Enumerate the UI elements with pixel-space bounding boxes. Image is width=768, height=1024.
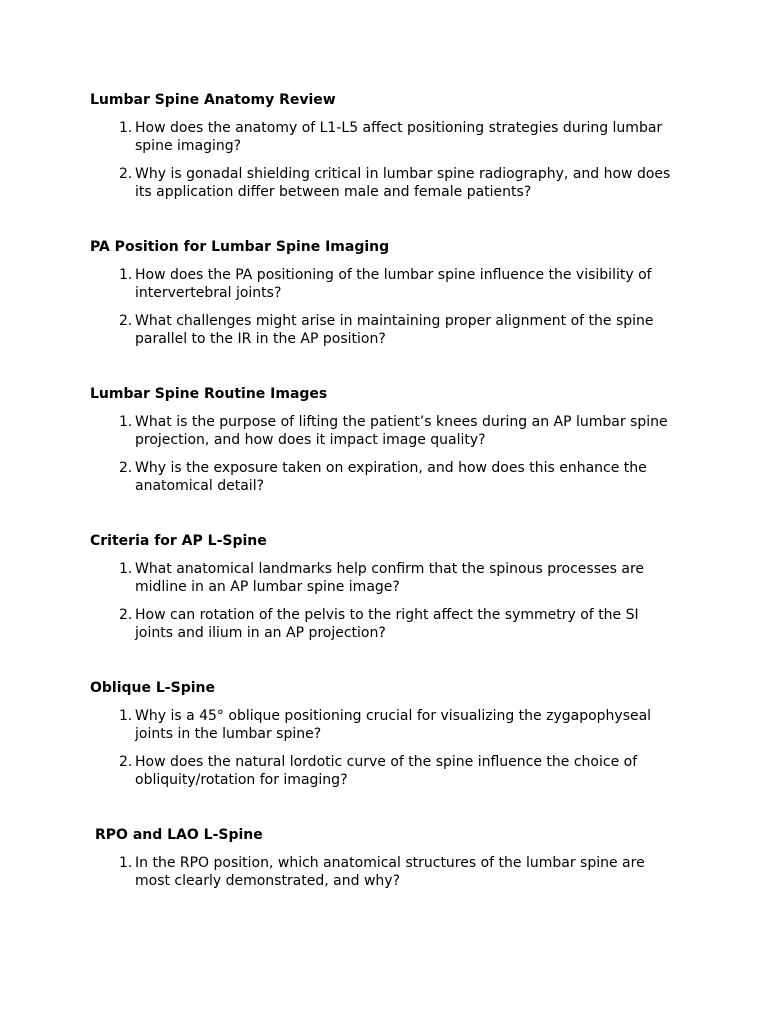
section xyxy=(90,385,690,495)
question-item xyxy=(90,854,690,890)
question-item xyxy=(90,312,690,348)
question-list xyxy=(90,266,690,348)
question-item xyxy=(90,707,690,743)
question-text: What anatomical landmarks help confirm that the spinous processes are midline in an AP lumbar spine image? xyxy=(135,561,645,595)
question-list xyxy=(90,707,690,789)
question-item xyxy=(90,413,690,449)
question-number: 1. xyxy=(119,414,133,430)
question-text: How does the anatomy of L1-L5 affect positioning strategies during lumbar spine imaging? xyxy=(135,120,663,154)
question-text: Why is gonadal shielding critical in lumbar spine radiography, and how does its application differ between male and female patients? xyxy=(135,166,671,200)
question-number: 1. xyxy=(119,708,133,724)
section xyxy=(90,826,690,890)
question-list xyxy=(90,560,690,642)
question-item xyxy=(90,606,690,642)
question-number: 1. xyxy=(119,267,133,283)
question-list xyxy=(90,413,690,495)
question-item xyxy=(90,560,690,596)
question-list xyxy=(90,854,690,890)
question-number: 2. xyxy=(119,166,133,182)
section-heading: Oblique L-Spine xyxy=(90,680,215,696)
question-item xyxy=(90,119,690,155)
question-text: How can rotation of the pelvis to the right affect the symmetry of the SI joints and ilium in an AP projection? xyxy=(135,607,639,641)
question-number: 2. xyxy=(119,313,133,329)
question-text: What challenges might arise in maintaining proper alignment of the spine parallel to the IR in the AP position? xyxy=(135,313,654,347)
section xyxy=(90,238,690,348)
question-number: 1. xyxy=(119,120,133,136)
question-item xyxy=(90,266,690,302)
question-item xyxy=(90,753,690,789)
question-number: 1. xyxy=(119,855,133,871)
question-number: 2. xyxy=(119,460,133,476)
section-heading: RPO and LAO L-Spine xyxy=(95,827,263,843)
question-text: How does the PA positioning of the lumbar spine influence the visibility of intervertebral joints? xyxy=(135,267,652,301)
section xyxy=(90,91,690,201)
question-item xyxy=(90,459,690,495)
section-heading: Lumbar Spine Routine Images xyxy=(90,386,328,402)
question-text: Why is the exposure taken on expiration, and how does this enhance the anatomical detail? xyxy=(135,460,647,494)
section-heading: PA Position for Lumbar Spine Imaging xyxy=(90,239,390,255)
section xyxy=(90,679,690,789)
question-text: What is the purpose of lifting the patient’s knees during an AP lumbar spine projection, and how does it impact image quality? xyxy=(135,414,668,448)
section-heading: Criteria for AP L-Spine xyxy=(90,533,267,549)
question-number: 2. xyxy=(119,754,133,770)
section xyxy=(90,532,690,642)
question-text: In the RPO position, which anatomical structures of the lumbar spine are most clearly demonstrated, and why? xyxy=(135,855,645,889)
question-document xyxy=(90,91,690,927)
question-text: Why is a 45° oblique positioning crucial for visualizing the zygapophyseal joints in the lumbar spine? xyxy=(135,708,652,742)
question-list xyxy=(90,119,690,201)
section-heading: Lumbar Spine Anatomy Review xyxy=(90,92,336,108)
question-text: How does the natural lordotic curve of the spine influence the choice of obliquity/rotation for imaging? xyxy=(135,754,638,788)
question-item xyxy=(90,165,690,201)
question-number: 2. xyxy=(119,607,133,623)
question-number: 1. xyxy=(119,561,133,577)
